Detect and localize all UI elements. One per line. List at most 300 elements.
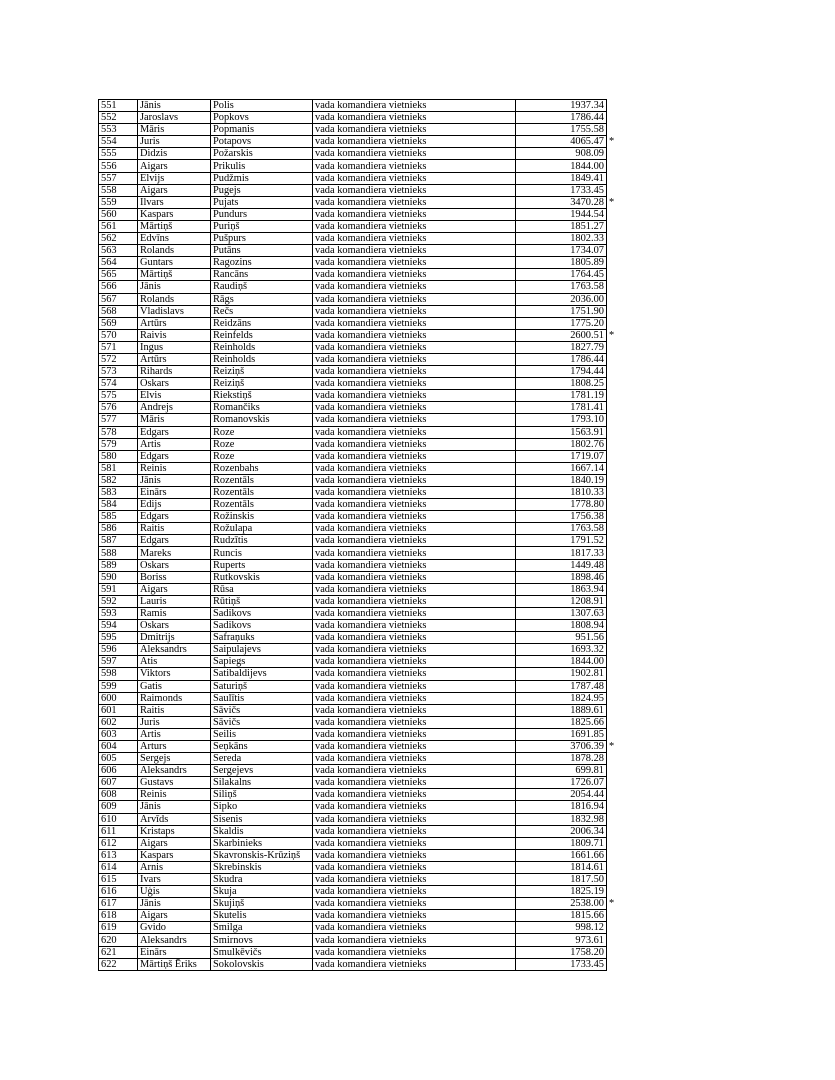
position-cell: vada komandiera vietnieks — [313, 632, 516, 644]
last-name-cell: Ragozins — [211, 257, 313, 269]
row-number-cell: 560 — [99, 208, 138, 220]
first-name-cell: Oskars — [138, 620, 211, 632]
asterisk-mark-cell — [607, 958, 622, 970]
position-cell: vada komandiera vietnieks — [313, 886, 516, 898]
first-name-cell: Arvīds — [138, 813, 211, 825]
last-name-cell: Sereda — [211, 753, 313, 765]
first-name-cell: Gustavs — [138, 777, 211, 789]
last-name-cell: Reinholds — [211, 353, 313, 365]
table-row — [99, 716, 622, 728]
first-name-cell: Raivis — [138, 329, 211, 341]
table-row — [99, 257, 622, 269]
last-name-cell: Sadikovs — [211, 607, 313, 619]
asterisk-mark-cell — [607, 426, 622, 438]
first-name-cell: Ilvars — [138, 196, 211, 208]
position-cell: vada komandiera vietnieks — [313, 378, 516, 390]
first-name-cell: Aleksandrs — [138, 765, 211, 777]
amount-cell: 1755.58 — [516, 124, 607, 136]
last-name-cell: Saturiņš — [211, 680, 313, 692]
first-name-cell: Arturs — [138, 740, 211, 752]
position-cell: vada komandiera vietnieks — [313, 390, 516, 402]
table-row — [99, 861, 622, 873]
position-cell: vada komandiera vietnieks — [313, 402, 516, 414]
asterisk-mark-cell — [607, 692, 622, 704]
table-row — [99, 765, 622, 777]
last-name-cell: Rūtiņš — [211, 595, 313, 607]
row-number-cell: 596 — [99, 644, 138, 656]
position-cell: vada komandiera vietnieks — [313, 583, 516, 595]
first-name-cell: Raitis — [138, 523, 211, 535]
table-row — [99, 305, 622, 317]
first-name-cell: Aigars — [138, 583, 211, 595]
asterisk-mark-cell — [607, 849, 622, 861]
table-row — [99, 620, 622, 632]
row-number-cell: 558 — [99, 184, 138, 196]
amount-cell: 1817.33 — [516, 547, 607, 559]
amount-cell: 2600.51 — [516, 329, 607, 341]
table-row — [99, 837, 622, 849]
row-number-cell: 610 — [99, 813, 138, 825]
asterisk-mark-cell — [607, 789, 622, 801]
last-name-cell: Rāgs — [211, 293, 313, 305]
row-number-cell: 563 — [99, 245, 138, 257]
asterisk-mark-cell — [607, 474, 622, 486]
asterisk-mark-cell — [607, 620, 622, 632]
first-name-cell: Sergejs — [138, 753, 211, 765]
last-name-cell: Sāvičs — [211, 716, 313, 728]
table-row — [99, 317, 622, 329]
row-number-cell: 605 — [99, 753, 138, 765]
table-row — [99, 353, 622, 365]
asterisk-mark-cell — [607, 523, 622, 535]
position-cell: vada komandiera vietnieks — [313, 692, 516, 704]
row-number-cell: 568 — [99, 305, 138, 317]
first-name-cell: Viktors — [138, 668, 211, 680]
table-row — [99, 136, 622, 148]
table-row — [99, 281, 622, 293]
table-row — [99, 233, 622, 245]
position-cell: vada komandiera vietnieks — [313, 801, 516, 813]
table-row — [99, 208, 622, 220]
amount-cell: 1937.34 — [516, 100, 607, 112]
first-name-cell: Elvis — [138, 390, 211, 402]
row-number-cell: 601 — [99, 704, 138, 716]
position-cell: vada komandiera vietnieks — [313, 474, 516, 486]
last-name-cell: Saipulajevs — [211, 644, 313, 656]
table-row — [99, 644, 622, 656]
row-number-cell: 559 — [99, 196, 138, 208]
table-row — [99, 813, 622, 825]
first-name-cell: Reinis — [138, 789, 211, 801]
first-name-cell: Jānis — [138, 474, 211, 486]
first-name-cell: Edgars — [138, 426, 211, 438]
last-name-cell: Sāvičs — [211, 704, 313, 716]
first-name-cell: Raitis — [138, 704, 211, 716]
last-name-cell: Rozentāls — [211, 499, 313, 511]
amount-cell: 1832.98 — [516, 813, 607, 825]
position-cell: vada komandiera vietnieks — [313, 620, 516, 632]
row-number-cell: 599 — [99, 680, 138, 692]
row-number-cell: 597 — [99, 656, 138, 668]
position-cell: vada komandiera vietnieks — [313, 837, 516, 849]
table-row — [99, 245, 622, 257]
row-number-cell: 619 — [99, 922, 138, 934]
table-row — [99, 414, 622, 426]
asterisk-mark-cell — [607, 583, 622, 595]
asterisk-mark-cell — [607, 934, 622, 946]
row-number-cell: 562 — [99, 233, 138, 245]
asterisk-mark-cell — [607, 160, 622, 172]
amount-cell: 1781.19 — [516, 390, 607, 402]
asterisk-mark-cell — [607, 535, 622, 547]
row-number-cell: 588 — [99, 547, 138, 559]
amount-cell: 1733.45 — [516, 958, 607, 970]
last-name-cell: Skarbinieks — [211, 837, 313, 849]
amount-cell: 1809.71 — [516, 837, 607, 849]
table-row — [99, 668, 622, 680]
amount-cell: 1726.07 — [516, 777, 607, 789]
first-name-cell: Oskars — [138, 559, 211, 571]
first-name-cell: Guntars — [138, 257, 211, 269]
asterisk-mark-cell — [607, 438, 622, 450]
first-name-cell: Rolands — [138, 245, 211, 257]
position-cell: vada komandiera vietnieks — [313, 668, 516, 680]
row-number-cell: 557 — [99, 172, 138, 184]
asterisk-mark-cell — [607, 172, 622, 184]
asterisk-mark-cell — [607, 861, 622, 873]
row-number-cell: 603 — [99, 728, 138, 740]
row-number-cell: 607 — [99, 777, 138, 789]
last-name-cell: Potapovs — [211, 136, 313, 148]
last-name-cell: Raudiņš — [211, 281, 313, 293]
first-name-cell: Reinis — [138, 462, 211, 474]
first-name-cell: Kaspars — [138, 208, 211, 220]
table-row — [99, 825, 622, 837]
row-number-cell: 551 — [99, 100, 138, 112]
last-name-cell: Rutkovskis — [211, 571, 313, 583]
asterisk-mark-cell — [607, 765, 622, 777]
first-name-cell: Edvīns — [138, 233, 211, 245]
asterisk-mark-cell — [607, 886, 622, 898]
last-name-cell: Smilga — [211, 922, 313, 934]
amount-cell: 2006.34 — [516, 825, 607, 837]
table-row — [99, 196, 622, 208]
row-number-cell: 586 — [99, 523, 138, 535]
amount-cell: 1824.95 — [516, 692, 607, 704]
asterisk-mark-cell: * — [609, 741, 615, 753]
row-number-cell: 553 — [99, 124, 138, 136]
first-name-cell: Jānis — [138, 100, 211, 112]
last-name-cell: Sokolovskis — [211, 958, 313, 970]
first-name-cell: Jānis — [138, 801, 211, 813]
row-number-cell: 579 — [99, 438, 138, 450]
position-cell: vada komandiera vietnieks — [313, 462, 516, 474]
first-name-cell: Kaspars — [138, 849, 211, 861]
table-row — [99, 704, 622, 716]
row-number-cell: 609 — [99, 801, 138, 813]
table-row — [99, 958, 622, 970]
table-row — [99, 777, 622, 789]
last-name-cell: Saulītis — [211, 692, 313, 704]
table-row — [99, 680, 622, 692]
position-cell: vada komandiera vietnieks — [313, 305, 516, 317]
table-row — [99, 511, 622, 523]
last-name-cell: Polis — [211, 100, 313, 112]
first-name-cell: Edgars — [138, 450, 211, 462]
amount-cell: 973.61 — [516, 934, 607, 946]
first-name-cell: Einārs — [138, 946, 211, 958]
first-name-cell: Andrejs — [138, 402, 211, 414]
last-name-cell: Reinholds — [211, 341, 313, 353]
first-name-cell: Rolands — [138, 293, 211, 305]
first-name-cell: Gvido — [138, 922, 211, 934]
asterisk-mark-cell — [607, 571, 622, 583]
amount-cell: 2036.00 — [516, 293, 607, 305]
amount-cell: 1763.58 — [516, 523, 607, 535]
amount-cell: 1902.81 — [516, 668, 607, 680]
first-name-cell: Aigars — [138, 184, 211, 196]
first-name-cell: Artis — [138, 728, 211, 740]
position-cell: vada komandiera vietnieks — [313, 124, 516, 136]
position-cell: vada komandiera vietnieks — [313, 269, 516, 281]
asterisk-mark-cell — [607, 317, 622, 329]
table-row — [99, 849, 622, 861]
asterisk-mark-cell — [607, 777, 622, 789]
amount-cell: 1751.90 — [516, 305, 607, 317]
last-name-cell: Seņkāns — [211, 740, 313, 752]
table-row — [99, 390, 622, 402]
amount-cell: 1802.76 — [516, 438, 607, 450]
amount-cell: 1808.25 — [516, 378, 607, 390]
row-number-cell: 566 — [99, 281, 138, 293]
row-number-cell: 582 — [99, 474, 138, 486]
last-name-cell: Riekstiņš — [211, 390, 313, 402]
position-cell: vada komandiera vietnieks — [313, 716, 516, 728]
asterisk-mark-cell — [607, 378, 622, 390]
row-number-cell: 587 — [99, 535, 138, 547]
last-name-cell: Rudzītis — [211, 535, 313, 547]
amount-cell: 1691.85 — [516, 728, 607, 740]
row-number-cell: 570 — [99, 329, 138, 341]
table-row — [99, 269, 622, 281]
row-number-cell: 573 — [99, 366, 138, 378]
first-name-cell: Māris — [138, 124, 211, 136]
last-name-cell: Pušpurs — [211, 233, 313, 245]
last-name-cell: Romanovskis — [211, 414, 313, 426]
asterisk-mark-cell — [607, 559, 622, 571]
asterisk-mark-cell — [607, 632, 622, 644]
position-cell: vada komandiera vietnieks — [313, 825, 516, 837]
amount-cell: 1802.33 — [516, 233, 607, 245]
staff-table — [98, 99, 622, 971]
asterisk-mark-cell — [607, 281, 622, 293]
table-row — [99, 160, 622, 172]
row-number-cell: 594 — [99, 620, 138, 632]
last-name-cell: Rožinskis — [211, 511, 313, 523]
last-name-cell: Safraņuks — [211, 632, 313, 644]
position-cell: vada komandiera vietnieks — [313, 293, 516, 305]
table-row — [99, 124, 622, 136]
asterisk-mark-cell — [607, 728, 622, 740]
last-name-cell: Prikulis — [211, 160, 313, 172]
first-name-cell: Kristaps — [138, 825, 211, 837]
first-name-cell: Edijs — [138, 499, 211, 511]
asterisk-mark-cell — [607, 257, 622, 269]
position-cell: vada komandiera vietnieks — [313, 559, 516, 571]
asterisk-mark-cell — [607, 680, 622, 692]
amount-cell: 1898.46 — [516, 571, 607, 583]
row-number-cell: 613 — [99, 849, 138, 861]
first-name-cell: Einārs — [138, 487, 211, 499]
table-row — [99, 523, 622, 535]
row-number-cell: 593 — [99, 607, 138, 619]
row-number-cell: 616 — [99, 886, 138, 898]
table-row — [99, 220, 622, 232]
last-name-cell: Pujats — [211, 196, 313, 208]
amount-cell: 1208.91 — [516, 595, 607, 607]
amount-cell: 3706.39 — [516, 740, 607, 752]
amount-cell: 1844.00 — [516, 656, 607, 668]
first-name-cell: Aigars — [138, 837, 211, 849]
amount-cell: 1816.94 — [516, 801, 607, 813]
table-row — [99, 487, 622, 499]
row-number-cell: 581 — [99, 462, 138, 474]
position-cell: vada komandiera vietnieks — [313, 946, 516, 958]
position-cell: vada komandiera vietnieks — [313, 571, 516, 583]
asterisk-mark-cell — [607, 753, 622, 765]
first-name-cell: Ingus — [138, 341, 211, 353]
table-row — [99, 426, 622, 438]
table-row — [99, 728, 622, 740]
amount-cell: 1794.44 — [516, 366, 607, 378]
position-cell: vada komandiera vietnieks — [313, 934, 516, 946]
first-name-cell: Māris — [138, 414, 211, 426]
first-name-cell: Artūrs — [138, 317, 211, 329]
asterisk-mark-cell — [607, 511, 622, 523]
position-cell: vada komandiera vietnieks — [313, 777, 516, 789]
table-row — [99, 547, 622, 559]
row-number-cell: 583 — [99, 487, 138, 499]
position-cell: vada komandiera vietnieks — [313, 547, 516, 559]
first-name-cell: Juris — [138, 716, 211, 728]
amount-cell: 1817.50 — [516, 874, 607, 886]
position-cell: vada komandiera vietnieks — [313, 208, 516, 220]
staff-table-body — [99, 100, 622, 971]
amount-cell: 1563.91 — [516, 426, 607, 438]
table-row — [99, 946, 622, 958]
first-name-cell: Boriss — [138, 571, 211, 583]
last-name-cell: Reiziņš — [211, 366, 313, 378]
row-number-cell: 584 — [99, 499, 138, 511]
amount-cell: 1307.63 — [516, 607, 607, 619]
asterisk-mark-cell — [607, 874, 622, 886]
first-name-cell: Aigars — [138, 160, 211, 172]
table-row — [99, 184, 622, 196]
amount-cell: 1844.00 — [516, 160, 607, 172]
position-cell: vada komandiera vietnieks — [313, 523, 516, 535]
row-number-cell: 575 — [99, 390, 138, 402]
table-row — [99, 607, 622, 619]
asterisk-mark-cell — [607, 245, 622, 257]
asterisk-mark-cell — [607, 668, 622, 680]
last-name-cell: Reiziņš — [211, 378, 313, 390]
row-number-cell: 590 — [99, 571, 138, 583]
first-name-cell: Gatis — [138, 680, 211, 692]
position-cell: vada komandiera vietnieks — [313, 281, 516, 293]
last-name-cell: Runcis — [211, 547, 313, 559]
table-row — [99, 462, 622, 474]
last-name-cell: Skuja — [211, 886, 313, 898]
row-number-cell: 572 — [99, 353, 138, 365]
asterisk-mark-cell: * — [609, 898, 615, 910]
last-name-cell: Reidzāns — [211, 317, 313, 329]
first-name-cell: Artis — [138, 438, 211, 450]
first-name-cell: Uģis — [138, 886, 211, 898]
position-cell: vada komandiera vietnieks — [313, 753, 516, 765]
table-row — [99, 595, 622, 607]
table-row — [99, 789, 622, 801]
asterisk-mark-cell — [607, 148, 622, 160]
asterisk-mark-cell — [607, 184, 622, 196]
asterisk-mark-cell — [607, 825, 622, 837]
last-name-cell: Puriņš — [211, 220, 313, 232]
position-cell: vada komandiera vietnieks — [313, 849, 516, 861]
row-number-cell: 620 — [99, 934, 138, 946]
asterisk-mark-cell — [607, 595, 622, 607]
asterisk-mark-cell — [607, 112, 622, 124]
asterisk-mark-cell: * — [609, 136, 615, 148]
asterisk-mark-cell — [607, 450, 622, 462]
amount-cell: 1733.45 — [516, 184, 607, 196]
last-name-cell: Rozenbahs — [211, 462, 313, 474]
row-number-cell: 614 — [99, 861, 138, 873]
asterisk-mark-cell — [607, 656, 622, 668]
position-cell: vada komandiera vietnieks — [313, 861, 516, 873]
row-number-cell: 602 — [99, 716, 138, 728]
row-number-cell: 580 — [99, 450, 138, 462]
asterisk-mark-cell — [607, 607, 622, 619]
asterisk-mark-cell — [607, 293, 622, 305]
amount-cell: 1808.94 — [516, 620, 607, 632]
amount-cell: 1851.27 — [516, 220, 607, 232]
position-cell: vada komandiera vietnieks — [313, 898, 516, 910]
amount-cell: 1786.44 — [516, 112, 607, 124]
table-row — [99, 402, 622, 414]
amount-cell: 1944.54 — [516, 208, 607, 220]
position-cell: vada komandiera vietnieks — [313, 450, 516, 462]
last-name-cell: Skutelis — [211, 910, 313, 922]
position-cell: vada komandiera vietnieks — [313, 644, 516, 656]
first-name-cell: Ramis — [138, 607, 211, 619]
row-number-cell: 604 — [99, 740, 138, 752]
table-row — [99, 499, 622, 511]
row-number-cell: 577 — [99, 414, 138, 426]
amount-cell: 1764.45 — [516, 269, 607, 281]
first-name-cell: Artūrs — [138, 353, 211, 365]
asterisk-mark-cell — [607, 402, 622, 414]
first-name-cell: Edgars — [138, 511, 211, 523]
row-number-cell: 552 — [99, 112, 138, 124]
last-name-cell: Skudra — [211, 874, 313, 886]
position-cell: vada komandiera vietnieks — [313, 329, 516, 341]
position-cell: vada komandiera vietnieks — [313, 160, 516, 172]
last-name-cell: Siliņš — [211, 789, 313, 801]
position-cell: vada komandiera vietnieks — [313, 257, 516, 269]
amount-cell: 1786.44 — [516, 353, 607, 365]
row-number-cell: 591 — [99, 583, 138, 595]
table-row — [99, 656, 622, 668]
last-name-cell: Silakalns — [211, 777, 313, 789]
